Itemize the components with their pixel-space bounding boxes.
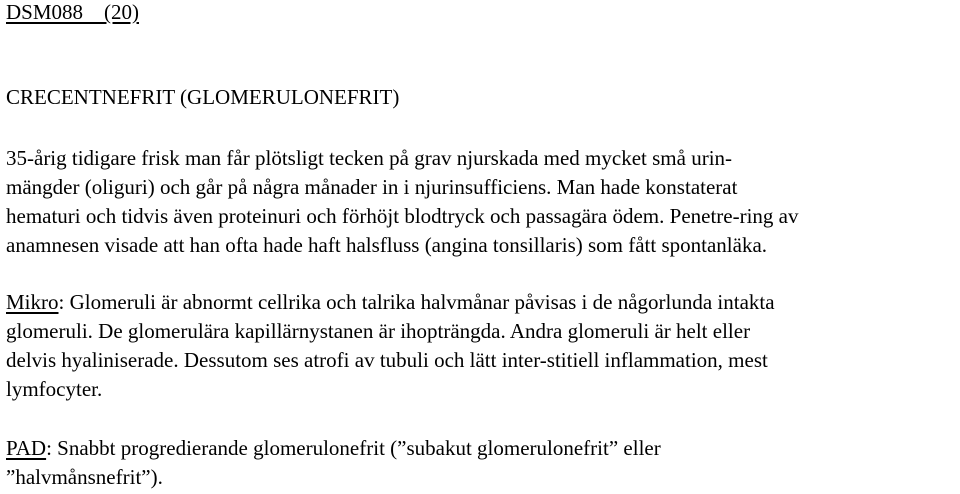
text-line: 35-årig tidigare frisk man får plötsligt tecken på grav njurskada med mycket små urin- [6,146,733,170]
document-title: CRECENTNEFRIT (GLOMERULONEFRIT) [6,85,400,109]
text-line [6,434,954,463]
microscopy-first-line: : Glomeruli är abnormt cellrika och talrika halvmånar påvisas i de någorlunda intakta [58,290,775,314]
diagnosis-paragraph [6,434,954,492]
text-line: ”halvmånsnefrit”). [6,465,163,489]
case-history-paragraph [6,144,954,260]
document-header: DSM088 (20) [6,0,140,24]
text-line: mängder (oliguri) och går på några månader in i njurinsufficiens. Man hade konstaterat [6,175,738,199]
microscopy-paragraph [6,288,954,404]
text-line: anamnesen visade att han ofta hade haft halsfluss (angina tonsillaris) som fått spontanläka. [6,233,768,257]
diagnosis-first-line: : Snabbt progredierande glomerulonefrit (”subakut glomerulonefrit” eller [46,436,661,460]
diagnosis-label: PAD [6,436,47,460]
text-line: lymfocyter. [6,377,103,401]
text-line: glomeruli. De glomerulära kapillärnystanen är ihopträngda. Andra glomeruli är helt eller [6,319,751,343]
microscopy-label: Mikro [6,290,59,314]
text-line [6,288,954,317]
text-line: hematuri och tidvis även proteinuri och förhöjt blodtryck och passagära ödem. Penetre-ring av [6,204,799,228]
text-line: delvis hyaliniserade. Dessutom ses atrofi av tubuli och lätt inter-stitiell inflammation, mest [6,348,768,372]
